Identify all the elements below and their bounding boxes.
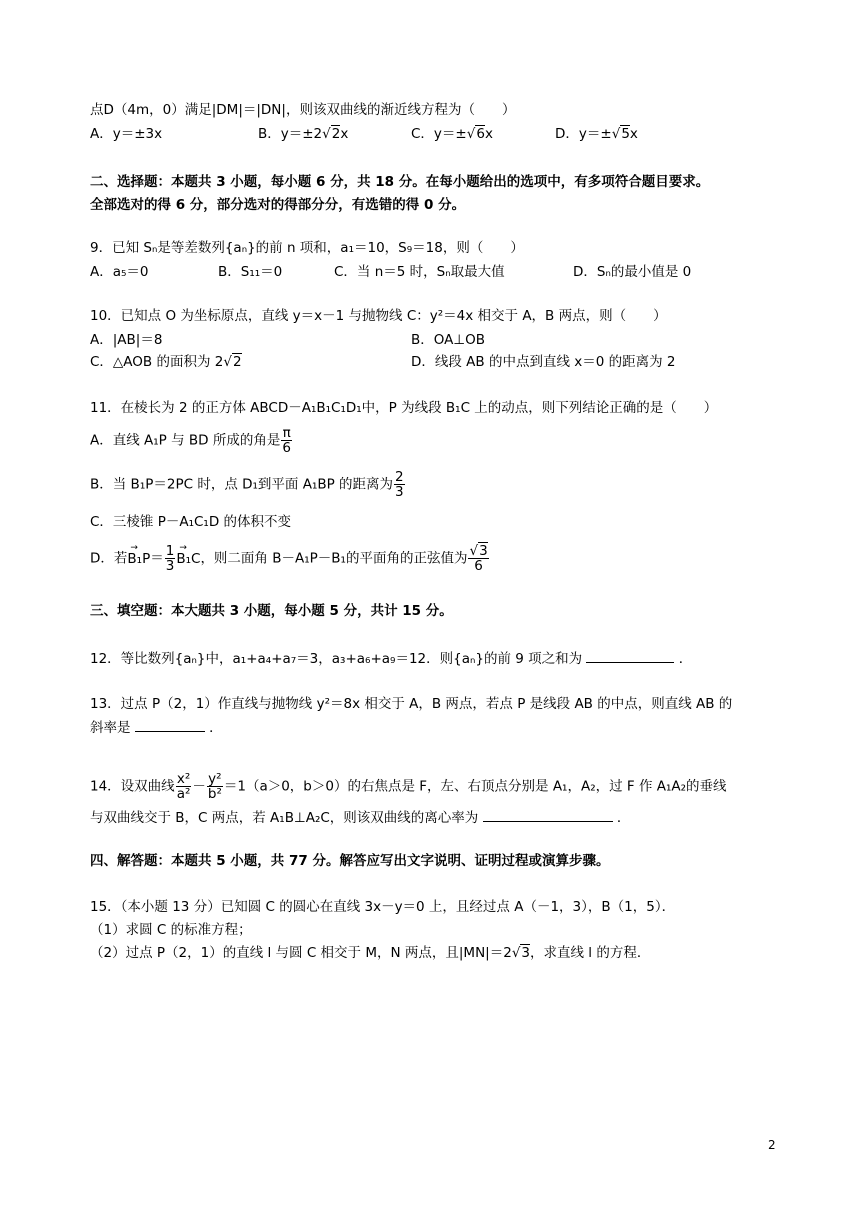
q11-option-c: C．三棱锥 P－A₁C₁D 的体积不变 [90,514,292,530]
q10-option-d: D．线段 AB 的中点到直线 x＝0 的距离为 2 [411,354,676,370]
q12-stem: 12．等比数列{aₙ}中，a₁+a₄+a₇＝3，a₃+a₆+a₉＝12．则{aₙ}的前 9 项之和为 ． [90,648,692,669]
q11-option-d: D．若→ B₁P＝ $\frac{1}{3}$ → B₁C，则二面角 B－A₁P－B₁的平面角的正弦值为 $\frac{√3}{6}$ [90,544,490,573]
q10-option-c: C．△AOB 的面积为 2√2 [90,354,242,370]
q13-line1: 13．过点 P（2，1）作直线与抛物线 y²＝8x 相交于 A，B 两点，若点 P 是线段 AB 的中点，则直线 AB 的 [90,696,733,712]
q14-line2: 与双曲线交于 B，C 两点，若 A₁B⊥A₂C，则该双曲线的离心率为 ． [90,807,630,828]
section4-heading: 四、解答题：本题共 5 小题，共 77 分。解答应写出文字说明、证明过程或演算步骤。 [90,853,610,869]
q11-option-b: B．当 B₁P＝2PC 时，点 D₁到平面 A₁BP 的距离为 $\frac{2}{3}$ [90,469,404,500]
q9-option-c: C．当 n＝5 时，Sₙ取最大值 [334,264,505,280]
q14-line1: 14．设双曲线 $\frac{\text{x²}}{\text{a²}}$ － $\frac{\text{y²}}{\text{b²}}$ ＝1（a＞0，b＞0）的右焦点是 F，左、右顶点分别是 A₁，A₂，过 F 作 A₁A₂的垂线 [90,771,727,802]
q8-option-c: C．y＝±√6x [411,126,493,142]
page-number: 2 [768,1138,776,1152]
q10-option-a: A．|AB|＝8 [90,332,163,348]
section2-heading-line2: 全部选对的得 6 分，部分选对的得部分分，有选错的得 0 分。 [90,197,466,213]
q8-option-d: D．y＝±√5x [555,126,638,142]
q10-option-b: B．OA⊥OB [411,332,486,348]
q8-stem: 点D（4m，0）满足|DM|＝|DN|，则该双曲线的渐近线方程为（ ） [90,102,516,118]
q9-option-d: D．Sₙ的最小值是 0 [573,264,692,280]
q15-stem: 15．（本小题 13 分）已知圆 C 的圆心在直线 3x－y＝0 上，且经过点 A（－1，3），B（1，5）． [90,899,676,915]
section3-heading: 三、填空题：本大题共 3 小题，每小题 5 分，共计 15 分。 [90,603,453,619]
q9-stem: 9．已知 Sₙ是等差数列{aₙ}的前 n 项和，a₁＝10，S₉＝18，则（ ） [90,240,524,256]
q15-part1: （1）求圆 C 的标准方程； [90,922,252,938]
q13-line2: 斜率是 ． [90,717,223,738]
q8-option-a: A．y＝±3x [90,126,163,142]
q8-option-b: B．y＝±2√2x [258,126,349,142]
q9-option-a: A．a₅＝0 [90,264,149,280]
q13-answer-blank[interactable] [135,717,205,732]
q10-stem: 10．已知点 O 为坐标原点，直线 y＝x－1 与抛物线 C：y²＝4x 相交于 A，B 两点，则（ ） [90,308,667,324]
q11-stem: 11．在棱长为 2 的正方体 ABCD－A₁B₁C₁D₁中，P 为线段 B₁C 上的动点，则下列结论正确的是（ ） [90,400,718,416]
q12-answer-blank[interactable] [586,648,674,663]
q9-option-b: B．S₁₁＝0 [218,264,283,280]
q11-option-a: A．直线 A₁P 与 BD 所成的角是 $\frac{\pi}{6}$ [90,425,291,456]
section2-heading-line1: 二、选择题：本题共 3 小题，每小题 6 分，共 18 分。在每小题给出的选项中，有多项符合题目要求。 [90,174,710,190]
q14-answer-blank[interactable] [483,807,613,822]
q15-part2: （2）过点 P（2，1）的直线 l 与圆 C 相交于 M，N 两点，且|MN|＝2√3，求直线 l 的方程． [90,945,651,961]
